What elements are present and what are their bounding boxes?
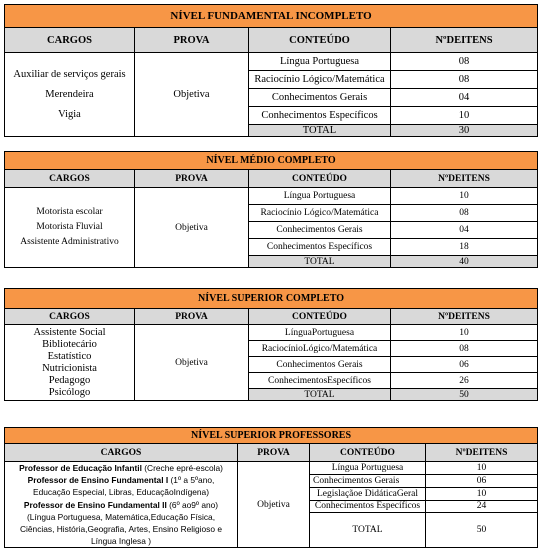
itens-cell: 08 <box>391 71 538 89</box>
header-itens: NºDEITENS <box>391 28 538 53</box>
prova-cell: Objetiva <box>238 462 310 548</box>
prova-cell: Objetiva <box>135 188 249 268</box>
cargo-item <box>5 511 237 523</box>
itens-cell: 10 <box>426 487 538 500</box>
cargos-cell <box>5 325 135 401</box>
header-conteudo: CONTEÚDO <box>249 28 391 53</box>
itens-cell: 04 <box>391 89 538 107</box>
cargo-item: Motorista escolar <box>36 207 103 217</box>
section-superior-professores <box>4 427 537 548</box>
section-medio-completo <box>4 151 537 268</box>
header-cargos: CARGOS <box>5 309 135 325</box>
prova-cell: Objetiva <box>135 325 249 401</box>
itens-cell: 08 <box>391 341 538 357</box>
conteudo-cell: Conhecimentos Específicos <box>310 500 426 513</box>
cargo-item: Auxiliar de serviços gerais <box>13 68 126 80</box>
cargo-item: Assistente Administrativo <box>20 237 119 247</box>
total-value: 40 <box>391 256 538 268</box>
conteudo-cell: Língua Portuguesa <box>249 188 391 205</box>
total-value: 30 <box>391 125 538 137</box>
header-cargos: CARGOS <box>5 28 135 53</box>
header-itens: NºDEITENS <box>391 309 538 325</box>
total-label: TOTAL <box>249 256 391 268</box>
cargo-normal: (1º a 5ºano, <box>168 475 215 486</box>
section-title: NÍVEL FUNDAMENTAL INCOMPLETO <box>5 5 538 28</box>
cargo-item <box>5 474 237 486</box>
cargo-item: Merendeira <box>45 88 94 100</box>
itens-cell: 10 <box>391 325 538 341</box>
header-prova: PROVA <box>238 444 310 462</box>
conteudo-cell: RaciocínioLógico/Matemática <box>249 341 391 357</box>
cargo-bold: Professor de Educação Infantil <box>19 463 142 473</box>
itens-cell: 04 <box>391 222 538 239</box>
conteudo-cell: LínguaPortuguesa <box>249 325 391 341</box>
conteudo-cell: Conhecimentos Específicos <box>249 239 391 256</box>
itens-cell: 06 <box>426 474 538 487</box>
cargo-item: Bibliotecário <box>42 338 97 350</box>
conteudo-cell: Conhecimentos Gerais <box>249 357 391 373</box>
itens-cell: 10 <box>391 107 538 125</box>
header-cargos: CARGOS <box>5 170 135 188</box>
itens-cell: 10 <box>391 188 538 205</box>
cargo-bold: Professor de Ensino Fundamental I <box>27 475 169 486</box>
itens-cell: 08 <box>391 205 538 222</box>
conteudo-cell: ConhecimentosEspecíficos <box>249 373 391 389</box>
cargo-item: Motorista Fluvial <box>36 222 103 232</box>
cargo-item: Vigia <box>58 108 81 120</box>
conteudo-cell: Conhecimentos Gerais <box>249 222 391 239</box>
section-title: NÍVEL SUPERIOR PROFESSORES <box>5 428 538 444</box>
conteudo-cell: Língua Portuguesa <box>249 53 391 71</box>
conteudo-cell: Língua Portuguesa <box>310 462 426 475</box>
conteudo-cell: Raciocínio Lógico/Matemática <box>249 205 391 222</box>
cargos-cell <box>5 188 135 268</box>
cargo-item: Pedagogo <box>48 374 91 386</box>
section-title: NÍVEL MÉDIO COMPLETO <box>5 152 538 170</box>
total-label: TOTAL <box>249 389 391 401</box>
cargo-normal: (Língua Portuguesa, Matemática,Educação Física, <box>26 511 216 522</box>
cargo-normal: (6º ao9º ano) <box>166 499 219 510</box>
cargos-cell <box>5 53 135 137</box>
cargo-item: Psicólogo <box>48 386 91 398</box>
header-itens: NºDEITENS <box>426 444 538 462</box>
section-title: NÍVEL SUPERIOR COMPLETO <box>5 289 538 309</box>
cargo-item <box>5 535 237 547</box>
cargo-normal: Ciências, História,Geografia, Artes, Ensino Religioso e <box>19 524 223 535</box>
conteudo-cell: Legislaçãoe DidáticaGeral <box>310 487 426 500</box>
cargo-normal: Educação Especial, Libras, EducaçãoIndígena) <box>33 487 209 498</box>
header-conteudo: CONTEÚDO <box>310 444 426 462</box>
header-cargos: CARGOS <box>5 444 238 462</box>
total-label: TOTAL <box>310 513 426 548</box>
section-superior-completo <box>4 288 537 401</box>
total-label: TOTAL <box>249 125 391 137</box>
header-conteudo: CONTEÚDO <box>249 170 391 188</box>
cargo-item <box>5 486 237 498</box>
header-prova: PROVA <box>135 170 249 188</box>
itens-cell: 08 <box>391 53 538 71</box>
header-conteudo: CONTEÚDO <box>249 309 391 325</box>
section-fundamental-incompleto <box>4 4 537 137</box>
conteudo-cell: Conhecimentos Gerais <box>310 474 426 487</box>
itens-cell: 18 <box>391 239 538 256</box>
itens-cell: 24 <box>426 500 538 513</box>
cargo-item <box>5 462 237 474</box>
conteudo-cell: Conhecimentos Gerais <box>249 89 391 107</box>
itens-cell: 26 <box>391 373 538 389</box>
cargo-item: Estatístico <box>47 350 92 362</box>
header-itens: NºDEITENS <box>391 170 538 188</box>
cargos-cell <box>5 462 238 548</box>
cargo-bold: Professor de Ensino Fundamental II <box>23 499 167 510</box>
itens-cell: 10 <box>426 462 538 475</box>
conteudo-cell: Conhecimentos Específicos <box>249 107 391 125</box>
cargo-item: Assistente Social <box>33 326 106 338</box>
cargo-normal: (Creche epré-escola) <box>141 463 223 473</box>
conteudo-cell: Raciocínio Lógico/Matemática <box>249 71 391 89</box>
header-prova: PROVA <box>135 309 249 325</box>
prova-cell: Objetiva <box>135 53 249 137</box>
total-value: 50 <box>391 389 538 401</box>
cargo-normal: Língua Inglesa ) <box>90 536 152 547</box>
total-value: 50 <box>426 513 538 548</box>
cargo-item <box>5 523 237 535</box>
header-prova: PROVA <box>135 28 249 53</box>
cargo-item <box>5 499 237 511</box>
itens-cell: 06 <box>391 357 538 373</box>
cargo-item: Nutricionista <box>42 362 97 374</box>
